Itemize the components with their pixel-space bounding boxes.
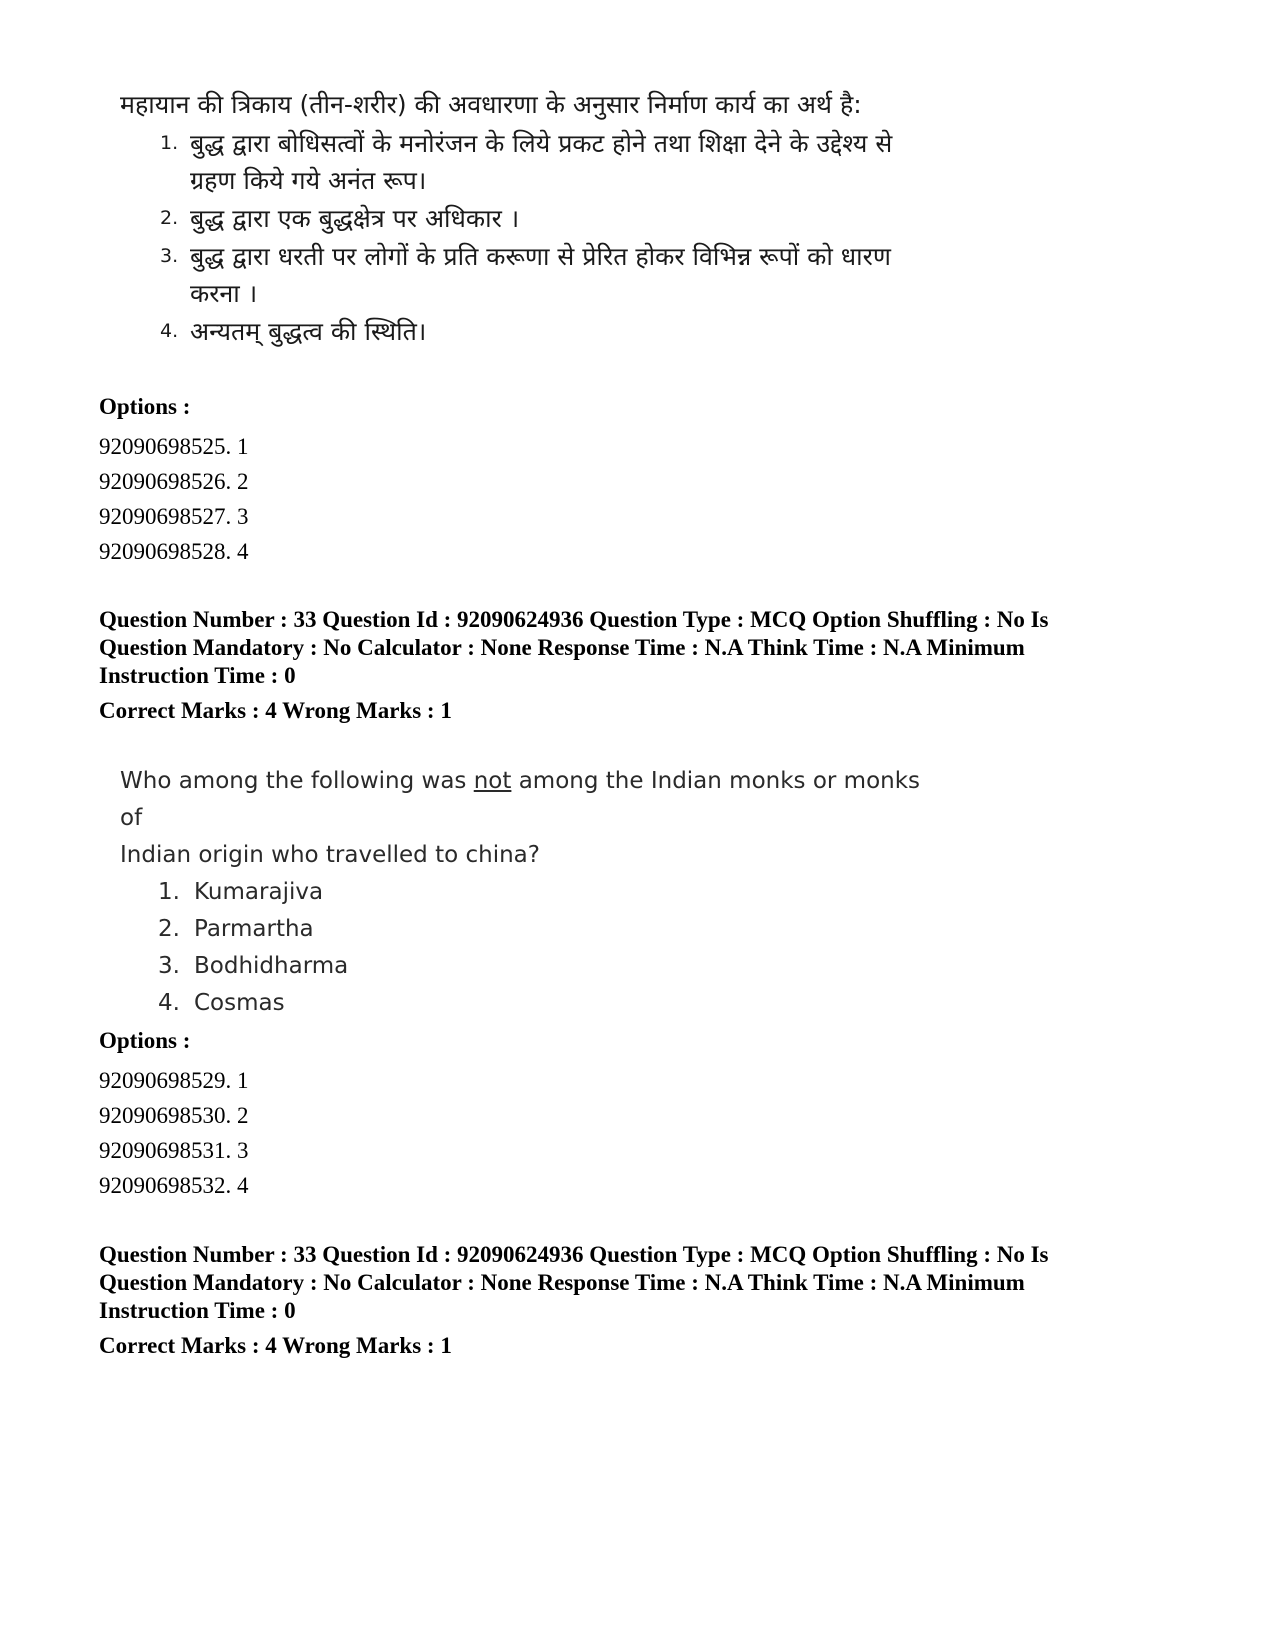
option-item: 92090698531. 3: [99, 1138, 249, 1163]
option-item: 92090698525. 1: [99, 434, 249, 459]
english-item-number: 2.: [158, 916, 180, 942]
english-item-text: Bodhidharma: [194, 953, 349, 979]
english-item-number: 4.: [158, 990, 180, 1016]
hindi-item-number: 2.: [160, 207, 179, 229]
english-question-stem: [120, 763, 940, 874]
hindi-question-items: [120, 125, 940, 350]
question-meta-1: [99, 606, 1159, 690]
options-heading: Options :: [99, 394, 191, 419]
english-question-item: [120, 948, 940, 985]
english-question-item: [120, 874, 940, 911]
english-item-text: Cosmas: [194, 990, 285, 1016]
option-item: 92090698529. 1: [99, 1068, 249, 1093]
hindi-item-text: बुद्ध द्वारा एक बुद्धक्षेत्र पर अधिकार ।: [190, 204, 520, 233]
hindi-item-number: 3.: [160, 245, 179, 267]
english-question-items: [120, 874, 940, 1022]
english-item-number: 1.: [158, 879, 180, 905]
english-question-item: [120, 911, 940, 948]
hindi-question-image: [120, 86, 940, 351]
english-item-number: 3.: [158, 953, 180, 979]
options-block-1: [99, 393, 249, 569]
hindi-item-text: बुद्ध द्वारा धरती पर लोगों के प्रति करूणा से प्रेरित होकर विभिन्न रूपों को धारण करना ।: [190, 242, 891, 308]
hindi-item-number: 1.: [160, 132, 179, 154]
option-item: 92090698530. 2: [99, 1103, 249, 1128]
options-block-2: [99, 1027, 249, 1203]
stem-text: Who among the following was: [120, 768, 474, 794]
meta-line: Instruction Time : 0: [99, 1298, 296, 1323]
hindi-question-item: [120, 200, 940, 237]
hindi-item-text: अन्यतम् बुद्धत्व की स्थिति।: [190, 317, 427, 346]
english-item-text: Parmartha: [194, 916, 314, 942]
english-question-image: [120, 763, 940, 1022]
english-question-item: [120, 985, 940, 1022]
meta-line: Question Number : 33 Question Id : 92090624936 Question Type : MCQ Option Shuffling : No Is: [99, 1242, 1049, 1267]
english-item-text: Kumarajiva: [194, 879, 324, 905]
meta-line: Question Mandatory : No Calculator : None Response Time : N.A Think Time : N.A Minimum: [99, 1270, 1025, 1295]
option-item: 92090698527. 3: [99, 504, 249, 529]
hindi-question-item: [120, 238, 940, 312]
meta-line: Instruction Time : 0: [99, 663, 296, 688]
question-meta-2: [99, 1241, 1159, 1325]
stem-text: Indian origin who travelled to china?: [120, 842, 540, 868]
stem-underlined-word: not: [473, 768, 512, 794]
meta-line: Question Mandatory : No Calculator : None Response Time : N.A Think Time : N.A Minimum: [99, 635, 1025, 660]
stem-text: among the Indian monks or monks of: [120, 768, 921, 831]
marks-line-2: Correct Marks : 4 Wrong Marks : 1: [99, 1333, 452, 1358]
marks-line-1: Correct Marks : 4 Wrong Marks : 1: [99, 698, 452, 723]
meta-line: Question Number : 33 Question Id : 92090624936 Question Type : MCQ Option Shuffling : No Is: [99, 607, 1049, 632]
hindi-question-stem: महायान की त्रिकाय (तीन-शरीर) की अवधारणा के अनुसार निर्माण कार्य का अर्थ है:: [120, 90, 862, 119]
option-item: 92090698528. 4: [99, 539, 249, 564]
hindi-question-item: [120, 313, 940, 350]
option-item: 92090698526. 2: [99, 469, 249, 494]
hindi-item-number: 4.: [160, 320, 179, 342]
option-item: 92090698532. 4: [99, 1173, 249, 1198]
options-heading: Options :: [99, 1028, 191, 1053]
hindi-question-item: [120, 125, 940, 199]
hindi-item-text: बुद्ध द्वारा बोधिसत्वों के मनोरंजन के लिये प्रकट होने तथा शिक्षा देने के उद्देश्य से ग्रहण किये गये अनंत रूप।: [190, 129, 893, 195]
